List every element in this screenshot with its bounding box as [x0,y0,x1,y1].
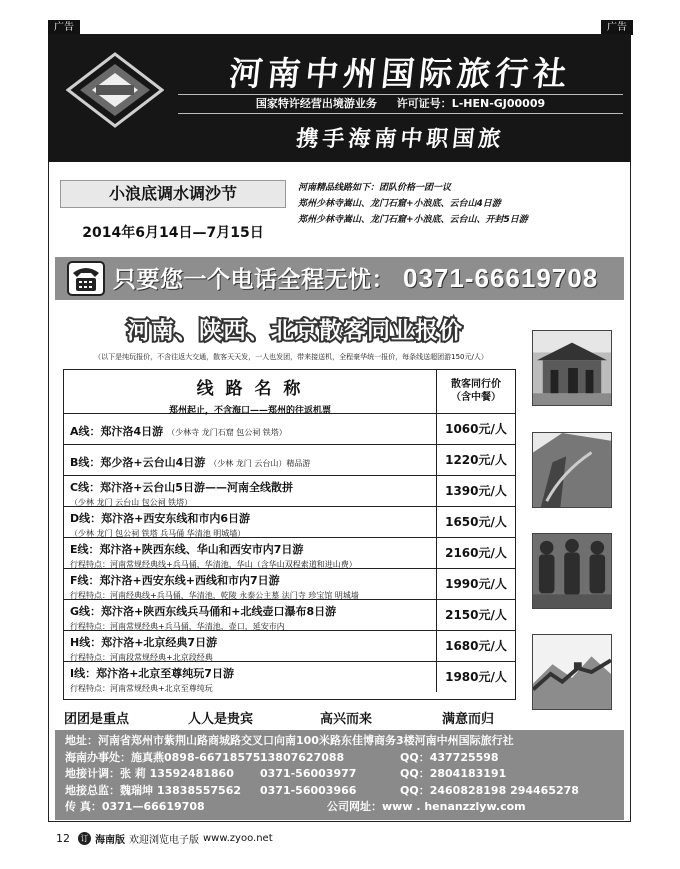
route-cell [64,414,437,444]
slogan-item: 满意而归 [442,712,495,727]
phone-number: 0371-66619708 [403,263,599,293]
route-title: A线：郑汴洛4日游 （少林寺 龙门石窟 包公祠 铁塔） [70,425,287,438]
table-row [64,414,515,445]
promo-line: 郑州少林寺嵩山、龙门石窟+小浪底、云台山、开封5日游 [298,215,528,225]
route-price: 1980元/人 [445,670,507,684]
route-detail: 行程特点：河南常规经典线+兵马俑，华清池，华山（含华山双程索道和进山费） [70,560,357,569]
promo-section [48,162,631,254]
quote-note: （以下是纯玩报价，不含往返大交通，散客天天发，一人也发团，带来接送机，全程豪华统一报价，每条线送超团游150元/人） [94,353,488,361]
phone-bar [55,257,624,300]
table-row [64,569,515,600]
table-header-route [64,370,437,414]
licence-bar [178,94,623,114]
route-price: 1220元/人 [445,453,507,467]
promo-title: 小浪底调水调沙节 [60,180,286,208]
route-detail: （少林 龙门 包公祠 铁塔 兵马俑 华清池 明城墙） [70,529,246,538]
contact-row: 地接计调：张 莉 13592481860 0371-56003977 QQ：2804183191 [65,767,507,780]
slogan-item: 团团是重点 [64,712,130,727]
phone-slogan [113,261,598,297]
route-price: 1680元/人 [445,639,507,653]
ad-label-left: 广告 [48,20,80,35]
agency-logo-icon [66,52,164,128]
route-detail: 行程特点：河南段常规经典+北京段经典 [70,653,213,662]
licence-text: 国家特许经营出境游业务 [255,97,377,110]
route-title: D线：郑汴洛+西安东线和市内6日游 [70,512,251,525]
table-row [64,476,515,507]
footer-text: 欢迎浏览电子版 [129,835,199,846]
route-title: F线：郑汴洛+西安东线+西线和市内7日游 [70,574,280,587]
table-header-price [437,370,515,414]
ad-label-right: 广告 [601,20,633,35]
route-cell [64,538,437,568]
table-row [64,538,515,569]
route-price: 1060元/人 [445,422,507,436]
terracotta-warriors-photo [532,533,612,609]
contact-fax-row [65,799,614,816]
route-cell [64,600,437,630]
route-cell [64,569,437,599]
contact-address: 地址：河南省郑州市紫荆山路商城路交叉口向南100米路东佳博商务3楼河南中州国际旅行社 [65,734,514,747]
website-label: 公司网址： [327,800,382,813]
contact-row: 地接总监：魏瑞坤 13838557562 0371-56003966 QQ：2460828198 294465278 [65,783,579,797]
route-price: 1990元/人 [445,577,507,591]
website-link[interactable]: www . henanzzlyw.com [382,800,526,813]
route-cell [64,507,437,537]
route-title: G线：郑汴洛+陕西东线兵马俑和+北线壶口瀑布8日游 [70,605,337,618]
edition-name: 海南版 [95,835,125,846]
temple-gate-photo [532,330,612,406]
route-title: E线：郑汴洛+陕西东线、华山和西安市内7日游 [70,543,304,556]
header-slogan: 携手海南中职国旅 [294,126,506,152]
footer-url[interactable]: www.zyoo.net [203,833,273,844]
promo-line: 郑州少林寺嵩山、龙门石窟+小浪底、云台山4日游 [298,199,501,209]
header-price-title: 散客同行价 [451,379,501,390]
table-row [64,631,515,662]
agency-header [48,34,631,162]
quote-title: 河南、陕西、北京散客同业报价 [127,318,463,344]
promo-lines [298,180,624,228]
route-detail: 行程特点：河南经典线+兵马俑，华清池，乾陵 永泰公主墓 法门寺 珍宝馆 明城墙 [70,591,359,600]
licence-no: L-HEN-GJ00009 [451,97,546,110]
table-row [64,507,515,538]
route-detail: 行程特点：河南常规经典+北京至尊纯玩 [70,684,213,693]
route-price: 2160元/人 [445,546,507,560]
header-route-title: 线 路 名 称 [196,379,304,399]
contact-fax: 传 真：0371—66619708 [65,800,205,813]
bottom-slogans [62,706,522,728]
cliff-path-photo [532,432,612,508]
table-row [64,445,515,476]
agency-title: 河南中州国际旅行社 [227,54,574,93]
route-price: 1650元/人 [445,515,507,529]
route-cell [64,476,437,506]
route-cell [64,445,437,475]
phone-slogan-text: 只要您一个电话全程无忧： [113,267,395,293]
route-price: 1390元/人 [445,484,507,498]
promo-line: 河南精品线路如下：团队价格一团一议 [298,183,452,193]
great-wall-photo [532,634,612,710]
table-row [64,662,515,693]
route-price-table [63,369,516,700]
edition-badge-icon: 订 [78,832,91,845]
page-number: 12 [56,832,70,845]
route-detail: （少林 龙门 云台山 包公祠 铁塔） [70,498,193,507]
route-title: I线：郑汴洛+北京至尊纯玩7日游 [70,667,234,680]
licence-no-label: 许可证号： [396,97,452,110]
table-header [64,370,515,414]
header-route-sub: 郑州起止，不含海口——郑州的往返机票 [168,406,331,416]
header-price-sub: （含中餐） [451,392,501,403]
slogan-item: 高兴而来 [320,712,373,727]
slogan-item: 人人是贵宾 [188,712,254,727]
page-footer [56,831,273,846]
route-cell [64,662,437,692]
contact-row: 海南办事处：施真燕0898-6671857513807627088 QQ：437725598 [65,750,499,764]
route-title: B线：郑少洛+云台山4日游 （少林 龙门 云台山）精品游 [70,456,311,469]
route-price: 2150元/人 [445,608,507,622]
route-detail: 行程特点：河南常规经典+兵马俑，华清池，壶口，延安市内 [70,622,285,631]
promo-date: 2014年6月14日—7月15日 [82,225,264,241]
table-row [64,600,515,631]
route-title: H线：郑汴洛+北京经典7日游 [70,636,218,649]
route-title: C线：郑汴洛+云台山5日游——河南全线散拼 [70,481,293,494]
contact-box [55,730,624,820]
telephone-icon [67,261,105,296]
route-cell [64,631,437,661]
